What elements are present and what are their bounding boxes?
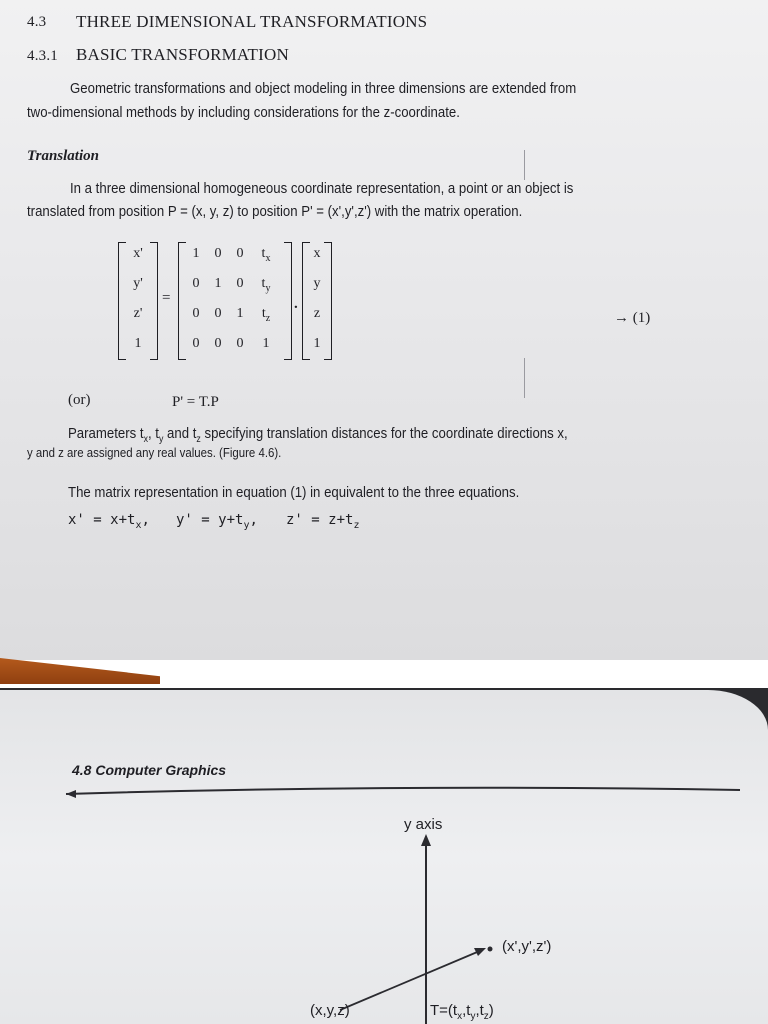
- matrix-cell: 0: [214, 246, 222, 261]
- matrix-cell: 1: [214, 276, 222, 291]
- matrix-cell: 0: [214, 306, 222, 321]
- matrix-cell: $t_x$: [261, 246, 271, 264]
- matrix-cell: 0: [214, 336, 222, 351]
- show-through-mark: [524, 150, 525, 180]
- intro-line-1: Geometric transformations and object modeling in three dimensions are extended from: [70, 80, 577, 97]
- bracket-right: [324, 242, 332, 360]
- new-point-marker: [488, 947, 493, 952]
- translation-vector-label: $T=(t_x,t_y,t_z)$: [430, 1002, 494, 1022]
- lhs-cell: z': [133, 306, 143, 321]
- transform-matrix: [178, 242, 292, 362]
- section-number: 4.3: [27, 14, 47, 30]
- matrix-cell: 0: [236, 246, 244, 261]
- translation-figure: [0, 688, 768, 1024]
- section-title: THREE DIMENSIONAL TRANSFORMATIONS: [76, 12, 428, 31]
- rhs-cell: y: [313, 276, 321, 291]
- bracket-right: [284, 242, 292, 360]
- header-rule: [66, 788, 740, 794]
- matrix-cell: $t_z$: [261, 306, 271, 324]
- y-axis-label: y axis: [404, 816, 443, 833]
- parameters-line-2: y and z are assigned any real values. (Figure 4.6).: [27, 445, 282, 460]
- intro-line-2: two-dimensional methods by including considerations for the z-coordinate.: [27, 104, 460, 121]
- subsection-title: BASIC TRANSFORMATION: [76, 45, 289, 64]
- or-label: (or): [68, 392, 91, 408]
- bracket-left: [178, 242, 186, 360]
- rhs-cell: z: [313, 306, 321, 321]
- equals-sign: =: [162, 290, 171, 306]
- compact-equation: P' = T.P: [172, 394, 219, 410]
- lhs-cell: x': [133, 246, 143, 261]
- matrix-cell: 0: [192, 336, 200, 351]
- rhs-vector: [302, 242, 332, 362]
- matrix-cell: 1: [236, 306, 244, 321]
- equation-x: $x' = x+t_x$,: [68, 512, 150, 531]
- rhs-cell: 1: [313, 336, 321, 351]
- matrix-cell: $t_y$: [261, 276, 271, 294]
- matrix-cell: 0: [236, 276, 244, 291]
- bracket-right: [150, 242, 158, 360]
- textbook-page-bottom: [0, 688, 768, 1024]
- equivalent-text: The matrix representation in equation (1) in equivalent to the three equations.: [68, 484, 520, 501]
- rhs-cell: x: [313, 246, 321, 261]
- translation-para-line-1: In a three dimensional homogeneous coordinate representation, a point or an object is: [70, 180, 574, 197]
- matrix-cell: 1: [192, 246, 200, 261]
- translation-vector-line: [340, 950, 482, 1010]
- parameters-line-1: Parameters $t_x$, $t_y$ and $t_z$ specifying translation distances for the coordinate directions x,: [68, 425, 568, 445]
- bracket-left: [118, 242, 126, 360]
- matrix-cell: 0: [236, 336, 244, 351]
- lhs-cell: 1: [134, 336, 142, 351]
- subsection-number: 4.3.1: [27, 48, 58, 64]
- matrix-cell: 0: [192, 276, 200, 291]
- lhs-vector: [118, 242, 158, 362]
- original-point-label: (x,y,z): [310, 1002, 350, 1019]
- translation-heading: Translation: [27, 148, 99, 164]
- show-through-mark: [524, 358, 525, 398]
- dot-operator: .: [294, 296, 298, 312]
- equation-number: → (1): [614, 310, 651, 326]
- matrix-cell: 0: [192, 306, 200, 321]
- page-footer-label: 4.8 Computer Graphics: [72, 762, 227, 778]
- lhs-cell: y': [133, 276, 143, 291]
- y-axis-arrowhead: [421, 834, 431, 846]
- translation-para-line-2: translated from position P = (x, y, z) to position P' = (x',y',z') with the matrix operation.: [27, 203, 523, 220]
- new-point-label: (x',y',z'): [502, 938, 552, 955]
- equation-y: $y' = y+t_y$,: [176, 512, 258, 531]
- equation-z: $z' = z+t_z$: [286, 512, 360, 531]
- header-rule-arrowhead: [66, 790, 76, 798]
- matrix-cell: 1: [262, 336, 270, 351]
